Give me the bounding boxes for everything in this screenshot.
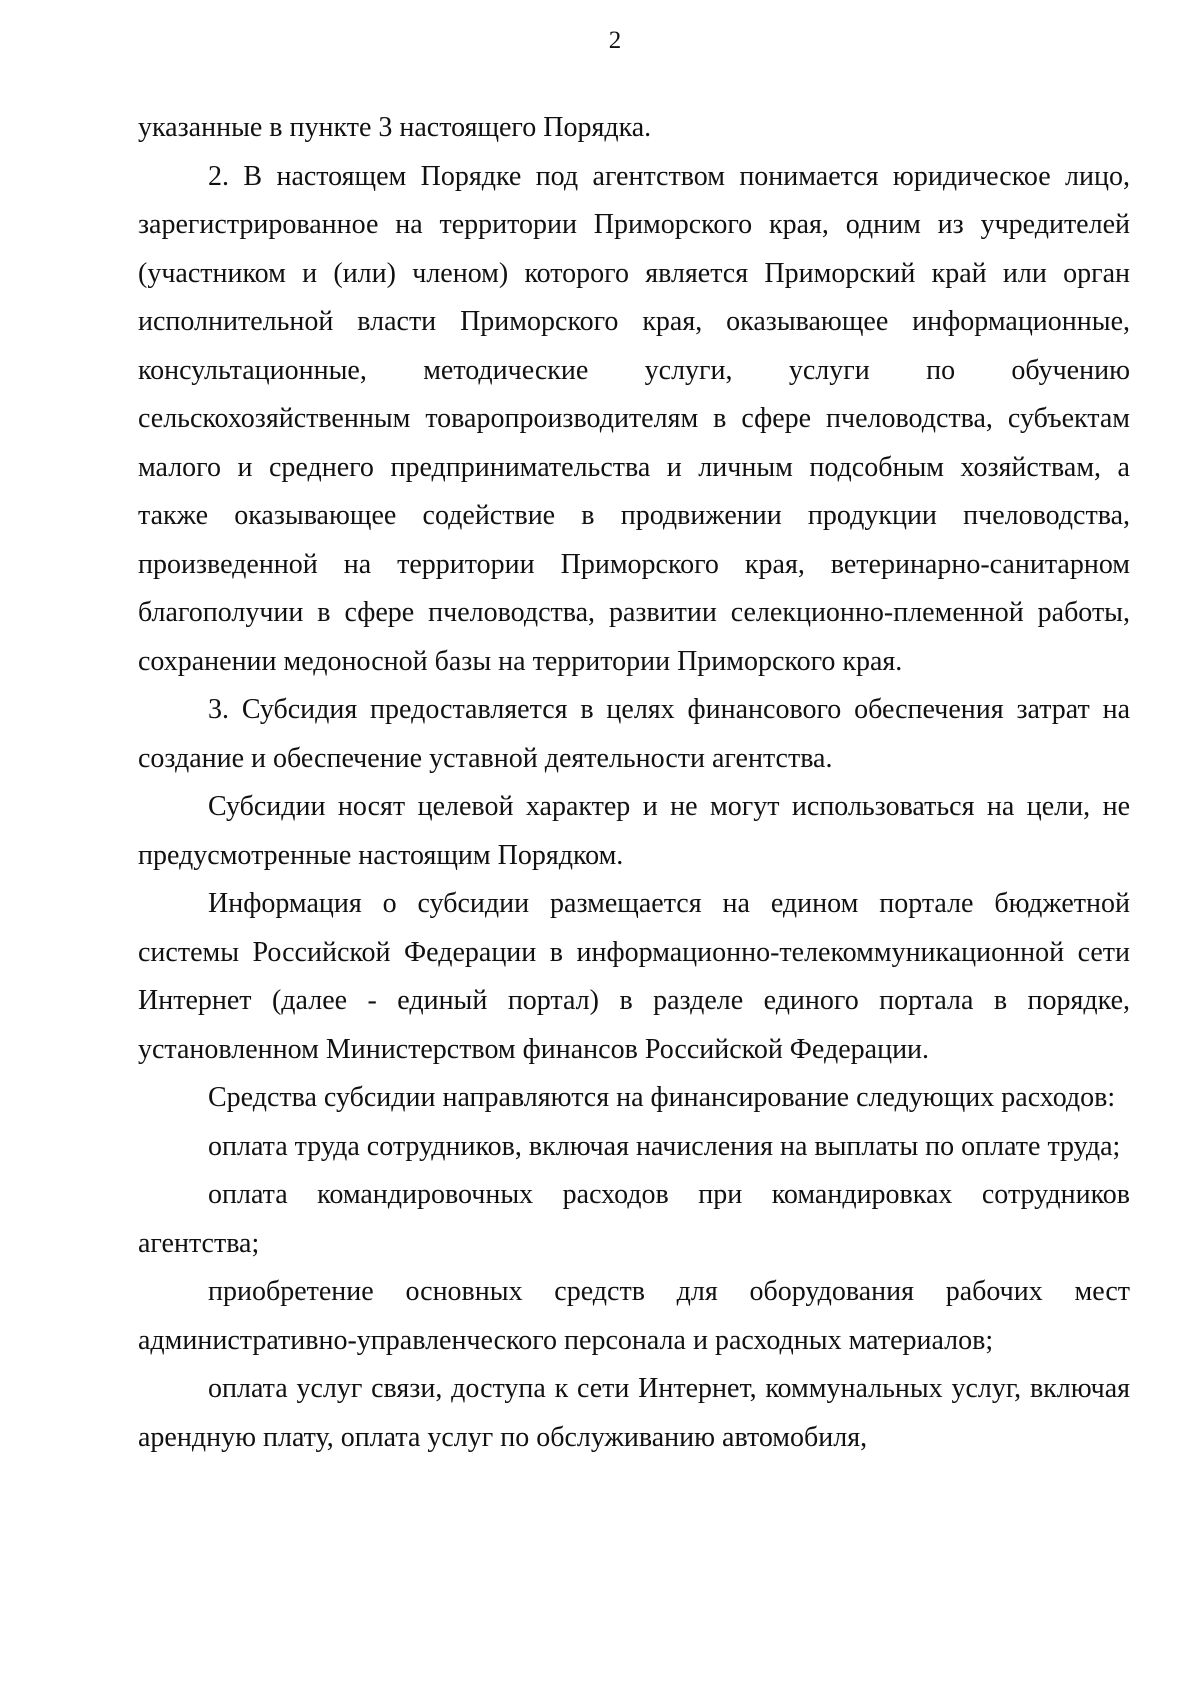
paragraph-continuation: указанные в пункте 3 настоящего Порядка. bbox=[138, 112, 652, 143]
paragraph-expense-services: оплата услуг связи, доступа к сети Интернет, коммунальных услуг, включая арендную плату, оплата услуг по обслуживанию автомобиля, bbox=[138, 1373, 1130, 1453]
paragraph-expense-equipment: приобретение основных средств для оборудования рабочих мест административно-управленческого персонала и расходных материалов; bbox=[138, 1276, 1130, 1356]
paragraph-target-character: Субсидии носят целевой характер и не могут использоваться на цели, не предусмотренные настоящим Порядком. bbox=[138, 791, 1130, 871]
paragraph-subsidy-purpose: 3. Субсидия предоставляется в целях финансового обеспечения затрат на создание и обеспечение уставной деятельности агентства. bbox=[138, 694, 1130, 774]
paragraph-agency-definition: 2. В настоящем Порядке под агентством понимается юридическое лицо, зарегистрированное на территории Приморского края, одним из учредителей (участником и (или) членом) которого является Приморский край или орган исполнительной власти Приморского края, оказывающее информационные, консультационные, методические услуги, услуги по обучению сельскохозяйственным товаропроизводителям в сфере пчеловодства, субъектам малого и среднего предпринимательства и личным подсобным хозяйствам, а также оказывающее содействие в продвижении продукции пчеловодства, произведенной на территории Приморского края, ветеринарно-санитарном благополучии в сфере пчеловодства, развитии селекционно-племенной работы, сохранении медоносной базы на территории Приморского края. bbox=[138, 160, 1130, 677]
paragraph-expense-intro: Средства субсидии направляются на финансирование следующих расходов: bbox=[208, 1082, 1116, 1113]
paragraph-expense-travel: оплата командировочных расходов при командировках сотрудников агентства; bbox=[138, 1179, 1130, 1259]
document-body bbox=[138, 104, 1130, 1462]
paragraph-portal-information: Информация о субсидии размещается на едином портале бюджетной системы Российской Федерации в информационно-телекоммуникационной сети Интернет (далее - единый портал) в разделе единого портала в порядке, установленном Министерством финансов Российской Федерации. bbox=[138, 888, 1130, 1065]
page-number: 2 bbox=[608, 27, 622, 54]
paragraph-expense-labor: оплата труда сотрудников, включая начисления на выплаты по оплате труда; bbox=[208, 1130, 1121, 1162]
